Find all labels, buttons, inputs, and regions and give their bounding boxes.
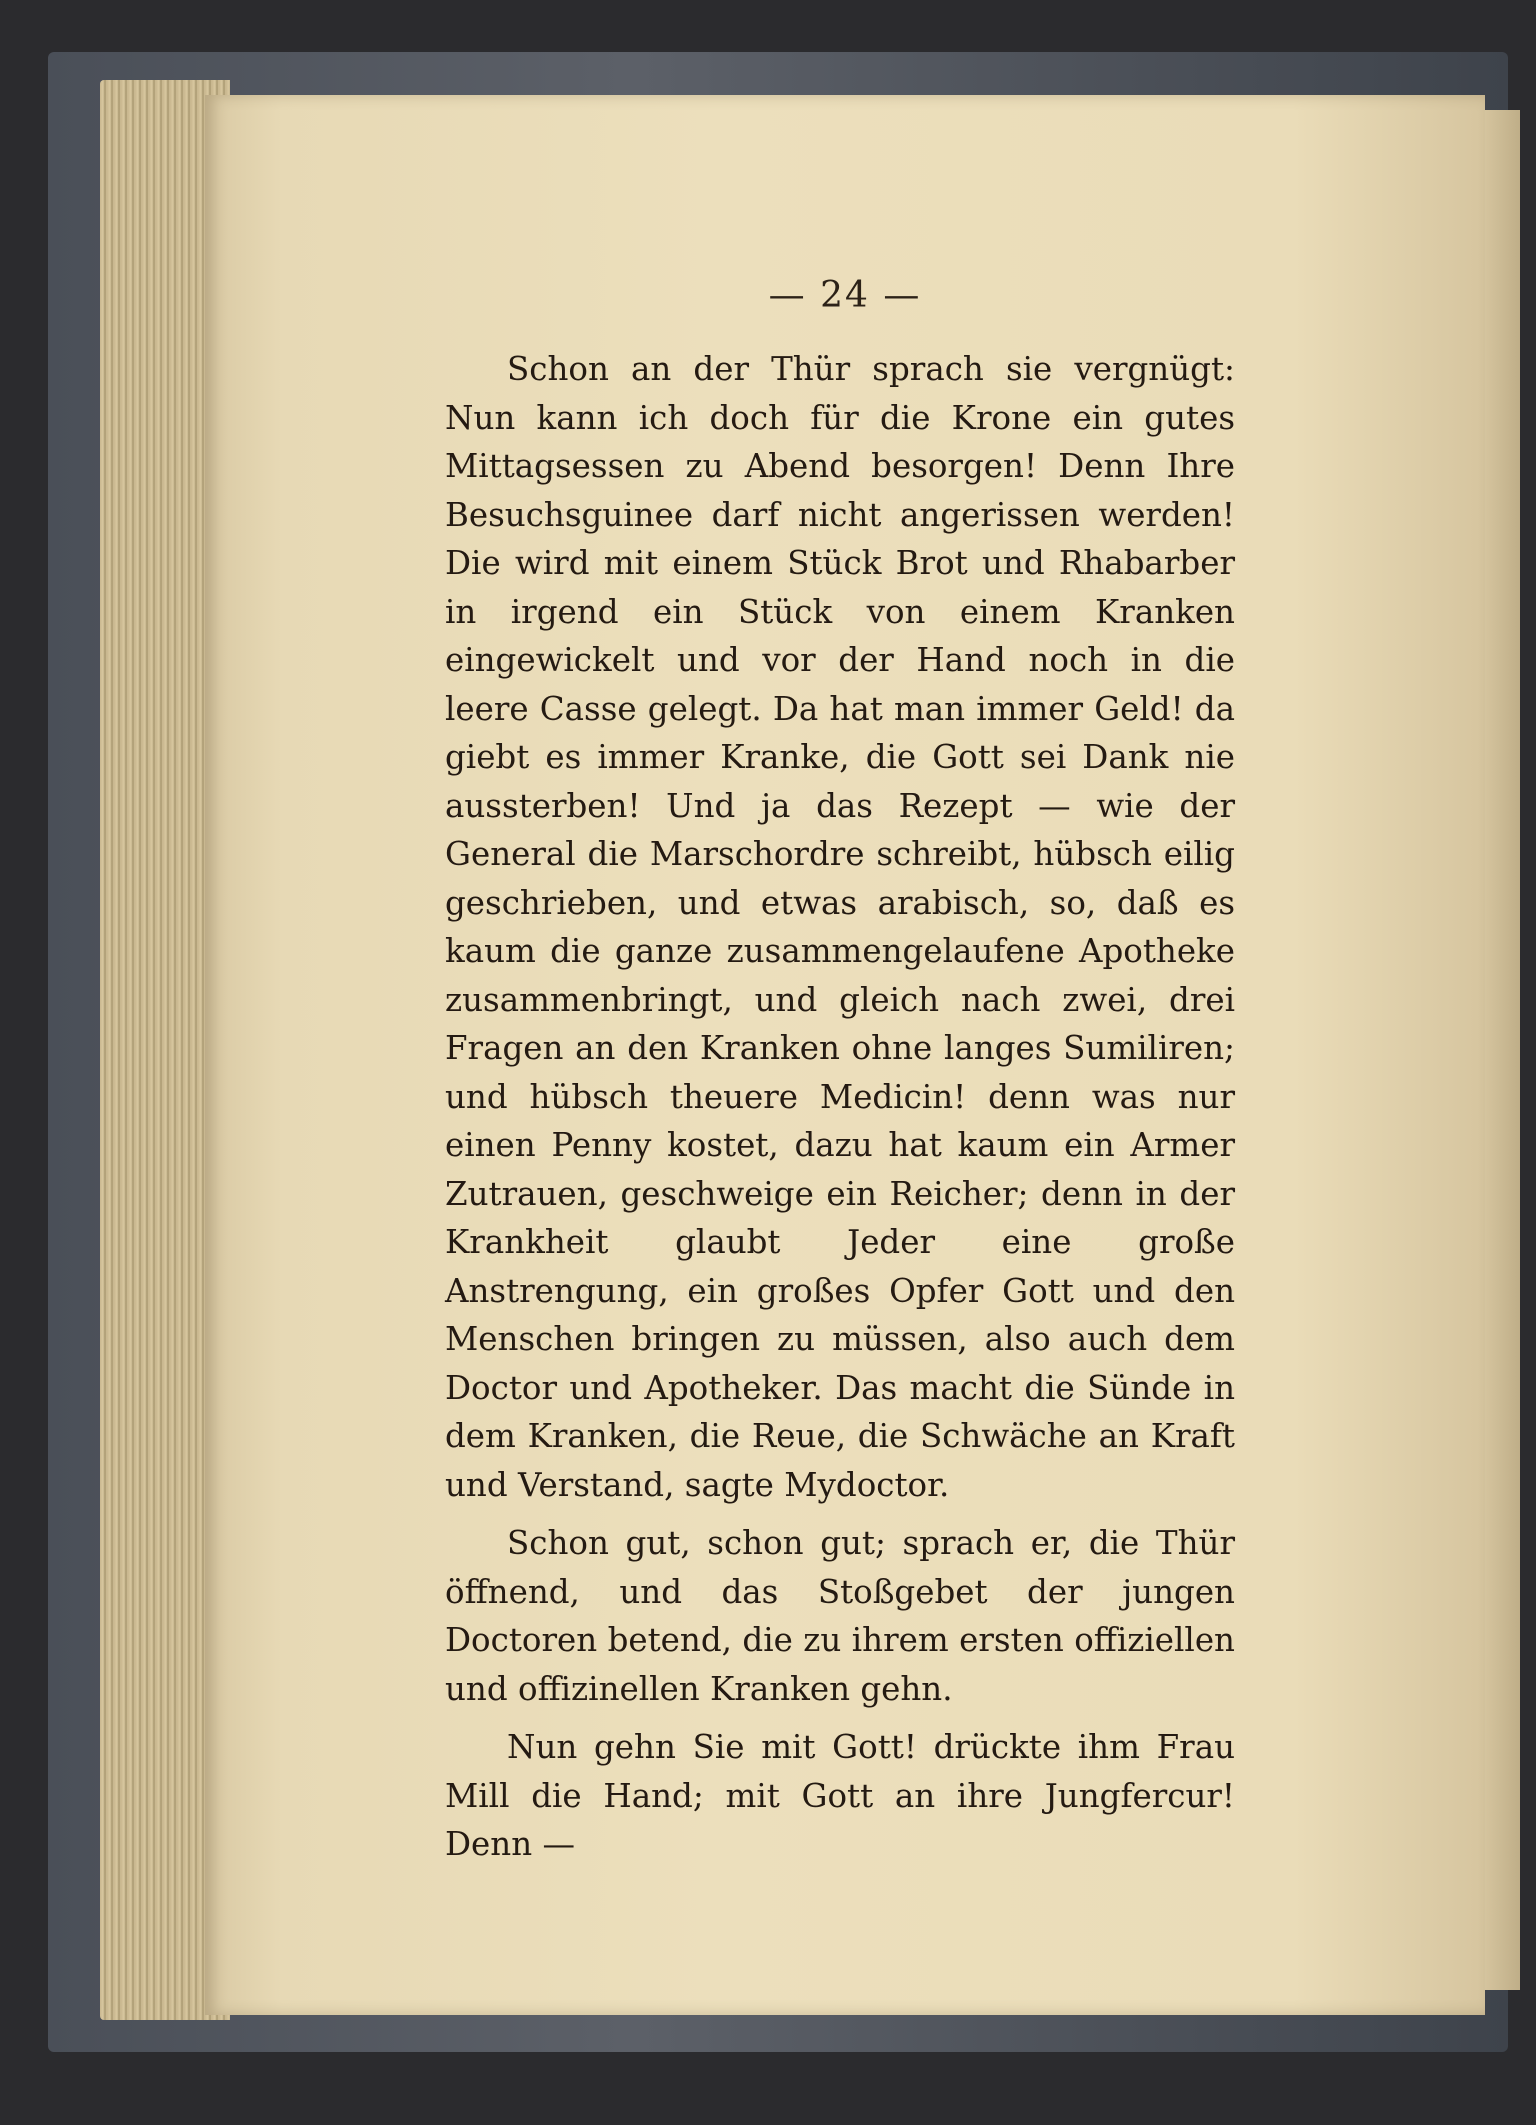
body-text bbox=[445, 345, 1235, 1869]
paragraph-1: Schon an der Thür sprach sie vergnügt: Nun kann ich doch für die Krone ein gutes Mittagsessen zu Abend besorgen! Denn Ihre Besuchsguinee darf nicht angerissen werden! Die wird mit einem Stück Brot und Rhabarber in irgend ein Stück von einem Kranken eingewickelt und vor der Hand noch in die leere Casse gelegt. Da hat man immer Geld! da giebt es immer Kranke, die Gott sei Dank nie aussterben! Und ja das Rezept — wie der General die Marschordre schreibt, hübsch eilig geschrieben, und etwas arabisch, so, daß es kaum die ganze zusammengelaufene Apotheke zusammenbringt, und gleich nach zwei, drei Fragen an den Kranken ohne langes Sumiliren; und hübsch theuere Medicin! denn was nur einen Penny kostet, dazu hat kaum ein Armer Zutrauen, geschweige ein Reicher; denn in der Krankheit glaubt Jeder eine große Anstrengung, ein großes Opfer Gott und den Menschen bringen zu müssen, also auch dem Doctor und Apotheker. Das macht die Sünde in dem Kranken, die Reue, die Schwäche an Kraft und Verstand, sagte Mydoctor. bbox=[445, 350, 1235, 1504]
facing-page-edge bbox=[1480, 110, 1520, 1990]
page-number: — 24 — bbox=[768, 275, 922, 316]
paragraph-3: Nun gehn Sie mit Gott! drückte ihm Frau Mill die Hand; mit Gott an ihre Jungfercur! Denn — bbox=[445, 1728, 1235, 1863]
paragraph-2: Schon gut, schon gut; sprach er, die Thür öffnend, und das Stoßgebet der jungen Doctoren betend, die zu ihrem ersten offiziellen und offizinellen Kranken gehn. bbox=[445, 1524, 1235, 1708]
book-page bbox=[205, 95, 1485, 2015]
